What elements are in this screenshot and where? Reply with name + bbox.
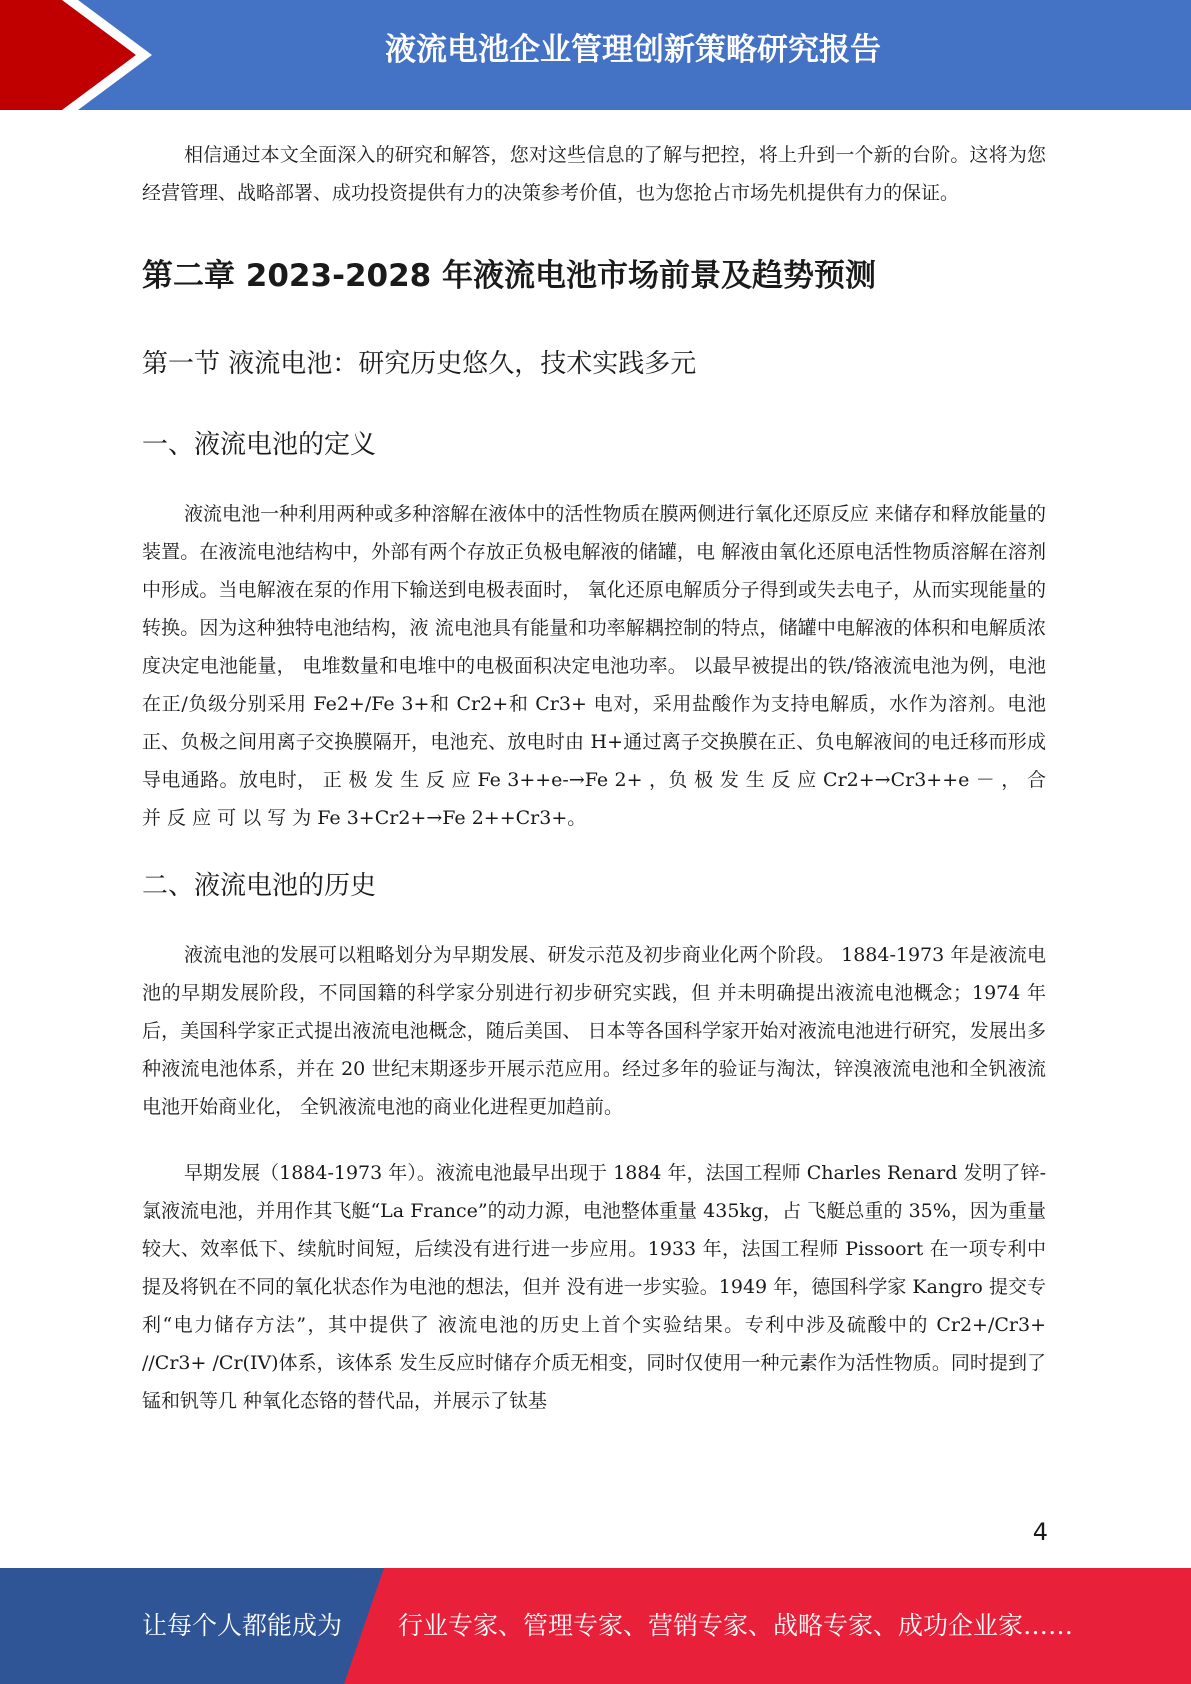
page-header bbox=[0, 0, 1191, 110]
footer-slogan-right: 行业专家、管理专家、营销专家、战略专家、成功企业家…… bbox=[398, 1611, 1074, 1640]
page-number: 4 bbox=[1032, 1518, 1048, 1546]
section-title: 第一节 液流电池：研究历史悠久，技术实践多元 bbox=[142, 349, 697, 379]
history-paragraph-1: 液流电池的发展可以粗略划分为早期发展、研发示范及初步商业化两个阶段。 1884-1973 年是液流电池的早期发展阶段，不同国籍的科学家分别进行初步研究实践，但 并未明确提出液流电池概念；1974 年后，美国科学家正式提出液流电池概念，随后美国、 日本等各国科学家开始对液流电池进行研究，发展出多种液流电池体系，并在 20 世纪末期逐步开展示范应用。经过多年的验证与淘汰，锌溴液流电池和全钒液流电池开始商业化， 全钒液流电池的商业化进程更加趋前。 bbox=[142, 944, 1046, 1118]
report-title: 液流电池企业管理创新策略研究报告 bbox=[385, 32, 881, 68]
page-footer bbox=[0, 1568, 1191, 1684]
footer-slogan-left: 让每个人都能成为 bbox=[142, 1611, 343, 1640]
history-paragraph-2: 早期发展（1884-1973 年）。液流电池最早出现于 1884 年，法国工程师 Charles Renard 发明了锌-氯液流电池，并用作其飞艇“La France”的动力源，电池整体重量 435kg，占 飞艇总重的 35%，因为重量较大、效率低下、续航时间短，后续没有进行进一步应用。1933 年，法国工程师 Pissoort 在一项专利中提及将钒在不同的氧化状态作为电池的想法，但并 没有进一步实验。1949 年，德国科学家 Kangro 提交专利“电力储存方法”，其中提供了 液流电池的历史上首个实验结果。专利中涉及硫酸中的 Cr2+/Cr3+ //Cr3+ /Cr(IV)体系，该体系 发生反应时储存介质无相变，同时仅使用一种元素作为活性物质。同时提到了锰和钒等几 种氧化态铬的替代品，并展示了钛基 bbox=[142, 1162, 1046, 1412]
intro-paragraph: 相信通过本文全面深入的研究和解答，您对这些信息的了解与把控，将上升到一个新的台阶。这将为您经营管理、战略部署、成功投资提供有力的决策参考价值，也为您抢占市场先机提供有力的保证。 bbox=[142, 144, 1046, 204]
chapter-title: 第二章 2023-2028 年液流电池市场前景及趋势预测 bbox=[142, 258, 877, 294]
page-body bbox=[142, 132, 1046, 1420]
definition-paragraph: 液流电池一种利用两种或多种溶解在液体中的活性物质在膜两侧进行氧化还原反应 来储存和释放能量的装置。在液流电池结构中，外部有两个存放正负极电解液的储罐，电 解液由氧化还原电活性物质溶解在溶剂中形成。当电解液在泵的作用下输送到电极表面时， 氧化还原电解质分子得到或失去电子，从而实现能量的转换。因为这种独特电池结构，液 流电池具有能量和功率解耦控制的特点，储罐中电解液的体积和电解质浓度决定电池能量， 电堆数量和电堆中的电极面积决定电池功率。 以最早被提出的铁/铬液流电池为例，电池在正/负级分别采用 Fe2+/Fe 3+和 Cr2+和 Cr3+ 电对，采用盐酸作为支持电解质，水作为溶剂。电池正、负极之间用离子交换膜隔开，电池充、放电时由 H+通过离子交换膜在正、负电解液间的电迁移而形成导电通路。放电时， 正 极 发 生 反 应 Fe 3++e-→Fe 2+ ，负 极 发 生 反 应 Cr2+→Cr3++e － ， 合 并 反 应 可 以 写 为 Fe 3+Cr2+→Fe 2++Cr3+。 bbox=[142, 503, 1046, 829]
subsection-title-definition: 一、液流电池的定义 bbox=[142, 430, 377, 460]
subsection-title-history: 二、液流电池的历史 bbox=[142, 871, 377, 901]
